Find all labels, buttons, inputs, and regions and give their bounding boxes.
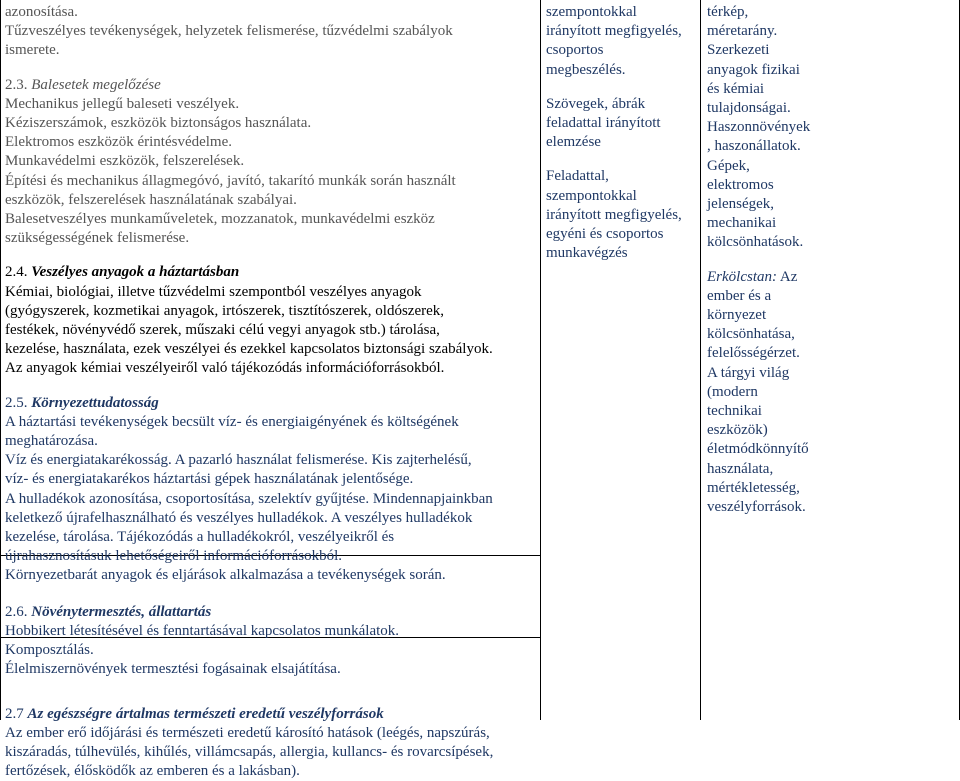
text-line: (modern <box>707 383 957 402</box>
section-title: Balesetek megelőzése <box>31 77 161 93</box>
text-line: Feladattal, <box>546 167 698 186</box>
text-line: térkép, <box>707 3 957 22</box>
text-line: újrahasznosításuk lehetőségeiről információforrásokból. <box>5 547 539 566</box>
text-line: Tűzveszélyes tevékenységek, helyzetek felismerése, tűzvédelmi szabályok <box>5 22 539 41</box>
text-line: kölcsönhatása, <box>707 325 957 344</box>
text-line: és kémiai <box>707 80 957 99</box>
text-line: anyagok fizikai <box>707 61 957 80</box>
text-line: egyéni és csoportos <box>546 225 698 244</box>
column-divider-2 <box>700 0 701 720</box>
text-line: Víz és energiatakarékosság. A pazarló használat felismerése. Kis zajterhelésű, <box>5 451 539 470</box>
text-line: Balesetveszélyes munkaműveletek, mozzanatok, munkavédelmi eszköz <box>5 210 539 229</box>
text-line: Komposztálás. <box>5 641 539 660</box>
text-line: munkavégzés <box>546 244 698 263</box>
section-heading <box>5 394 539 413</box>
text-line: technikai <box>707 402 957 421</box>
content-column <box>5 0 539 720</box>
text-line: használata, <box>707 460 957 479</box>
section-title: Környezettudatosság <box>31 395 159 411</box>
section-heading <box>5 263 539 282</box>
section-number: 2.7 <box>5 706 28 722</box>
text-line: Gépek, <box>707 157 957 176</box>
connections-column <box>707 0 957 720</box>
text-line: feladattal irányított <box>546 114 698 133</box>
text-line: Környezetbarát anyagok és eljárások alkalmazása a tevékenységek során. <box>5 566 539 585</box>
text-line: Az ember erő időjárási és természeti eredetű károsító hatások (leégés, napszúrás, <box>5 724 539 743</box>
subject-heading <box>707 268 957 287</box>
section-number: 2.5. <box>5 395 31 411</box>
text-line: felelősségérzet. <box>707 344 957 363</box>
text-line: festékek, növényvédő szerek, műszaki célú vegyi anyagok stb.) tárolása, <box>5 321 539 340</box>
text-line: Szerkezeti <box>707 41 957 60</box>
text-line: mértékletesség, <box>707 479 957 498</box>
methods-block-2 <box>546 95 698 153</box>
text-line: életmódkönnyítő <box>707 440 957 459</box>
section-number: 2.4. <box>5 264 31 280</box>
section-title: Veszélyes anyagok a háztartásban <box>31 264 239 280</box>
text-line: Munkavédelmi eszközök, felszerelések. <box>5 152 539 171</box>
text-line: Kéziszerszámok, eszközök biztonságos használata. <box>5 114 539 133</box>
text-line: fertőzések, élősködők az emberen és a lakásban). <box>5 762 539 781</box>
text-line: Építési és mechanikus állagmegóvó, javító, takarító munkák során használt <box>5 172 539 191</box>
text-line: szükségességének felismerése. <box>5 229 539 248</box>
text-line: eszközök) <box>707 421 957 440</box>
text-line: méretarány. <box>707 22 957 41</box>
text-line: ismerete. <box>5 41 539 60</box>
text-line: tulajdonságai. <box>707 99 957 118</box>
table-border-left <box>0 0 1 720</box>
text-line: Kémiai, biológiai, illetve tűzvédelmi szempontból veszélyes anyagok <box>5 283 539 302</box>
section-number: 2.3. <box>5 77 31 93</box>
text-line: mechanikai <box>707 214 957 233</box>
text-line: keletkező újrafelhasználható és veszélyes hulladékok. A veszélyes hulladékok <box>5 509 539 528</box>
text-line: Haszonnövények <box>707 118 957 137</box>
text-line: eszközök, felszerelések használatának szabályai. <box>5 191 539 210</box>
text-line: , haszonállatok. <box>707 137 957 156</box>
subject-rest: Az <box>777 269 797 285</box>
section-heading <box>5 603 539 622</box>
section-title: Az egészségre ártalmas természeti eredetű veszélyforrások <box>28 706 384 722</box>
text-line: Az anyagok kémiai veszélyeiről való tájékozódás információforrásokból. <box>5 359 539 378</box>
text-line: elektromos <box>707 176 957 195</box>
text-line: A hulladékok azonosítása, csoportosítása, szelektív gyűjtése. Mindennapjainkban <box>5 490 539 509</box>
section-title: Növénytermesztés, állattartás <box>31 604 211 620</box>
text-line: A tárgyi világ <box>707 364 957 383</box>
text-line: (gyógyszerek, kozmetikai anyagok, irtószerek, tisztítószerek, oldószerek, <box>5 302 539 321</box>
text-line: veszélyforrások. <box>707 498 957 517</box>
text-line: Mechanikus jellegű baleseti veszélyek. <box>5 95 539 114</box>
section-2-7 <box>5 705 539 781</box>
methods-block-3 <box>546 167 698 263</box>
section-heading <box>5 705 539 724</box>
section-2-3 <box>5 76 539 249</box>
subject-name: Erkölcstan: <box>707 269 777 285</box>
text-line: kiszáradás, túlhevülés, kihűlés, villámcsapás, allergia, kullancs- és rovarcsípések, <box>5 743 539 762</box>
text-line: megbeszélés. <box>546 61 698 80</box>
text-line: kezelése, használata, ezek veszélyei és ezekkel kapcsolatos biztonsági szabályok. <box>5 340 539 359</box>
section-number: 2.6. <box>5 604 31 620</box>
text-line: jelenségek, <box>707 195 957 214</box>
text-line: Élelmiszernövények termesztési fogásainak elsajátítása. <box>5 660 539 679</box>
text-line: környezet <box>707 306 957 325</box>
text-line: Elektromos eszközök érintésvédelme. <box>5 133 539 152</box>
text-line: Szövegek, ábrák <box>546 95 698 114</box>
section-2-6 <box>5 603 539 680</box>
section-heading <box>5 76 539 95</box>
text-line: Hobbikert létesítésével és fenntartásával kapcsolatos munkálatok. <box>5 622 539 641</box>
text-line: azonosítása. <box>5 3 539 22</box>
section-2-4 <box>5 263 539 378</box>
text-line: csoportos <box>546 41 698 60</box>
connections-block-2 <box>707 268 957 518</box>
text-line: A háztartási tevékenységek becsült víz- és energiaigényének és költségének <box>5 413 539 432</box>
text-line: kezelése, tárolása. Tájékozódás a hulladékokról, veszélyeikről és <box>5 528 539 547</box>
text-line: víz- és energiatakarékos háztartási gépek használatának jelentősége. <box>5 470 539 489</box>
methods-block-1 <box>546 3 698 80</box>
connections-block-1 <box>707 3 957 253</box>
section-2-5 <box>5 394 539 586</box>
column-divider-1 <box>540 0 541 720</box>
text-line: elemzése <box>546 133 698 152</box>
text-line: irányított megfigyelés, <box>546 206 698 225</box>
text-line: meghatározása. <box>5 432 539 451</box>
text-line: szempontokkal <box>546 3 698 22</box>
text-line: ember és a <box>707 287 957 306</box>
text-line: kölcsönhatások. <box>707 233 957 252</box>
text-line: irányított megfigyelés, <box>546 22 698 41</box>
methods-column <box>546 0 698 720</box>
intro-block <box>5 3 539 61</box>
text-line: szempontokkal <box>546 187 698 206</box>
